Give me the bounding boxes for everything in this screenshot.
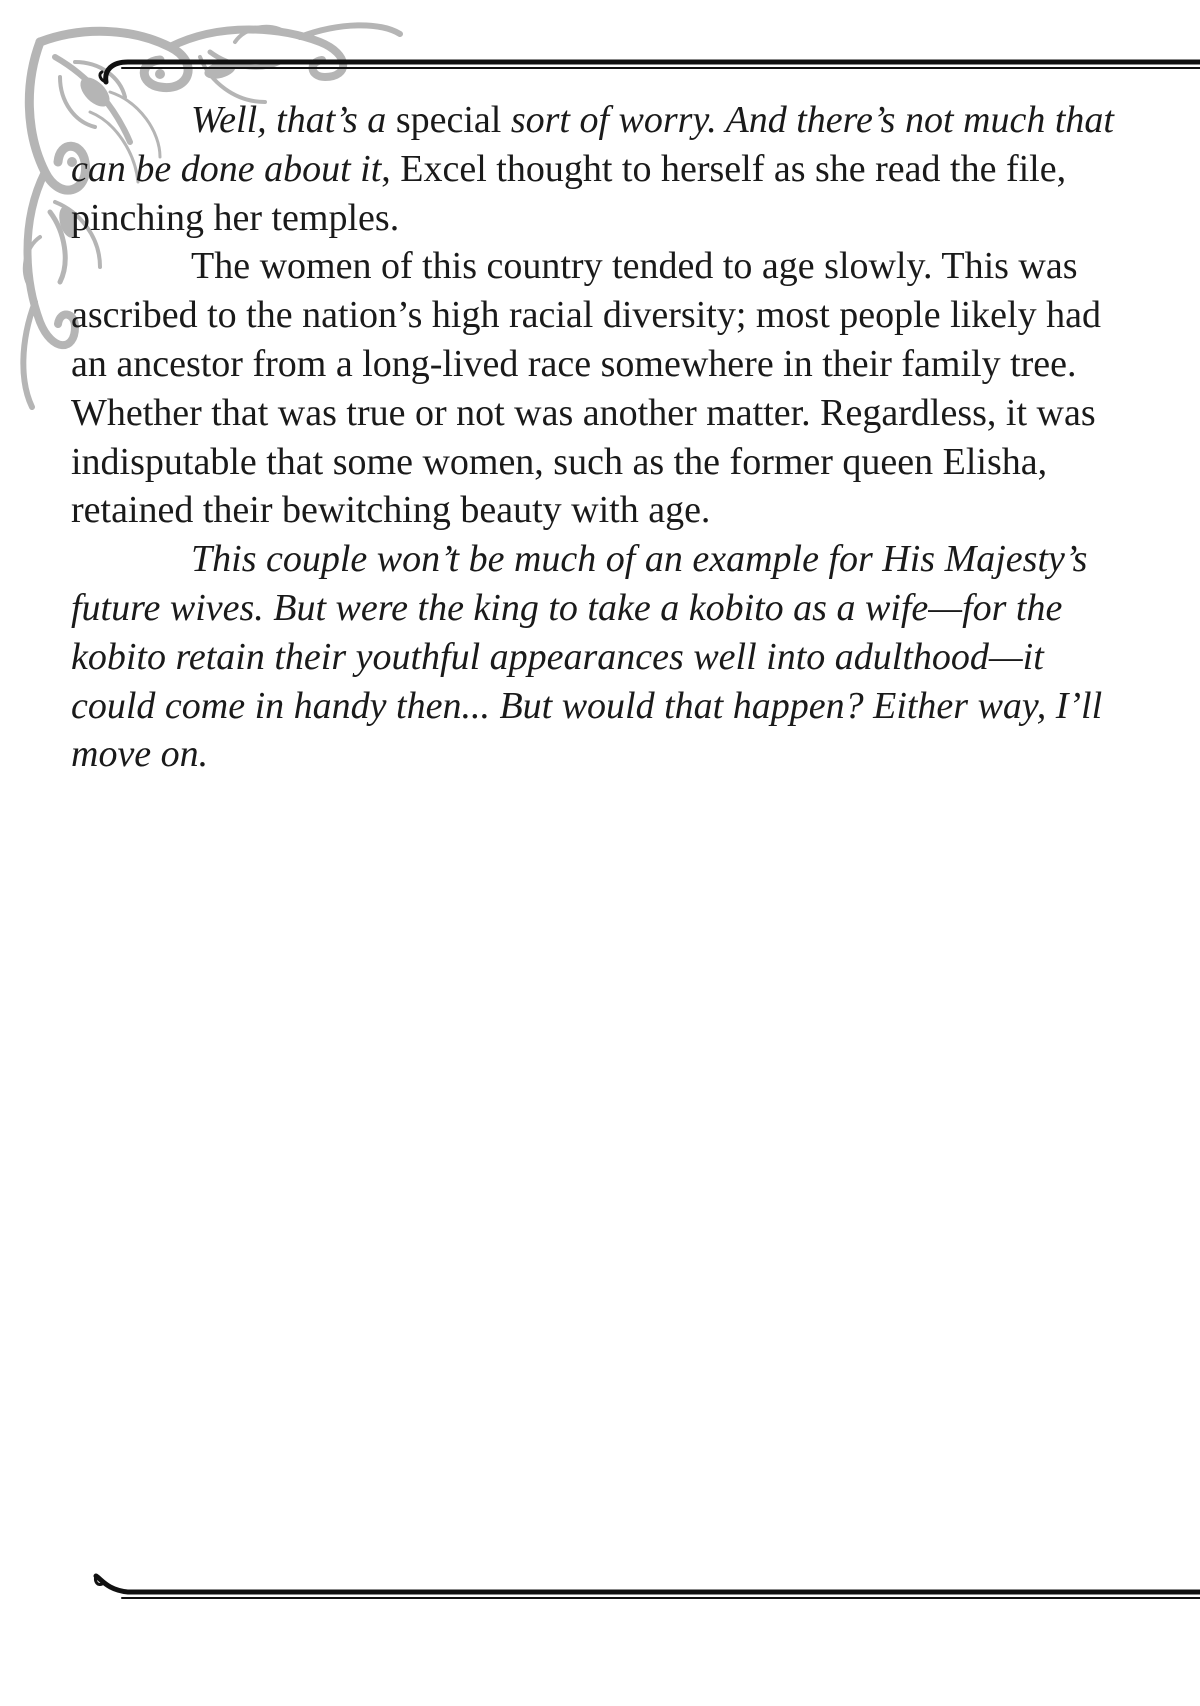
- text-run: The women of this country tended to age slowly. This was ascribed to the nation’s high racial diversity; most people likely had an ancestor from a long-lived race somewhere in their family tree. Whether that was true or not was another matter. Regardless, it was indisputable that some women, such as the former queen Elisha, retained their bewitching beauty with age.: [71, 245, 1101, 532]
- text-run: This couple won’t be much of an example for His Majesty’s future wives. But were the king to take a kobito as a wife—for the kobito retain their youthful appearances well into adulthood—it could come in handy then... But would that happen? Either way, I’ll move on.: [71, 538, 1103, 776]
- paragraph-2: [71, 242, 1131, 535]
- text-run: , Excel thought to herself as she read the file, pinching her temples.: [71, 147, 1067, 239]
- text-run: special: [395, 99, 511, 141]
- paragraph-1: [71, 96, 1131, 242]
- body-text: [71, 96, 1131, 779]
- paragraph-3: [71, 535, 1131, 779]
- bottom-decorative-rule-icon: [92, 1568, 1200, 1608]
- top-decorative-rule-icon: [92, 52, 1200, 92]
- text-run: sort of worry. And there’s not much that can be done about it: [71, 99, 1114, 190]
- text-run: Well, that’s a: [191, 99, 396, 141]
